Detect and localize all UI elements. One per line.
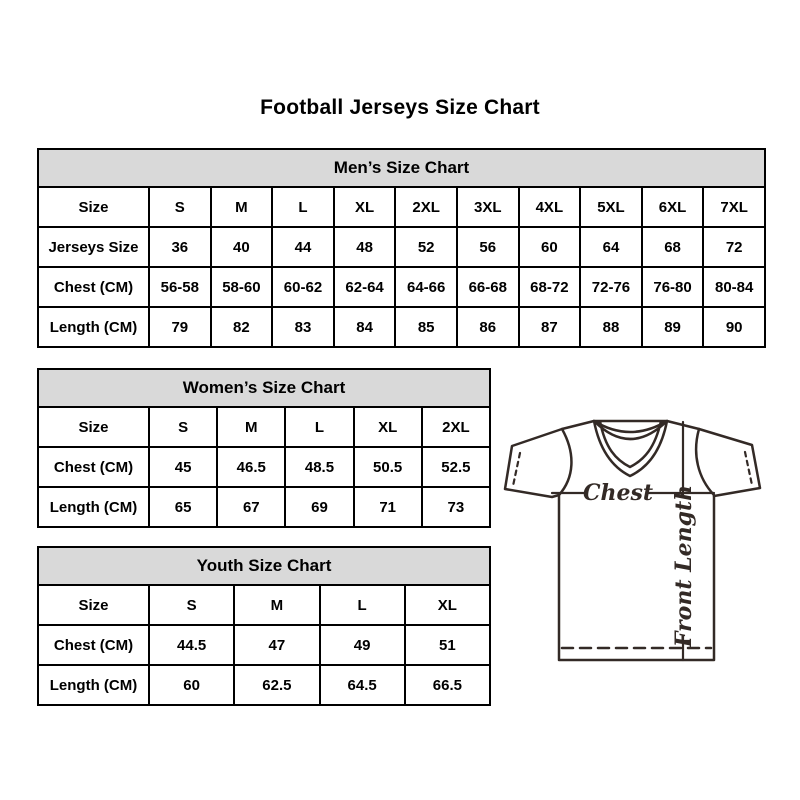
- row-label: Chest (CM): [38, 267, 149, 307]
- row-label: Jerseys Size: [38, 227, 149, 267]
- jersey-measurement-diagram-icon: [502, 396, 777, 681]
- size-value-cell: 73: [422, 487, 490, 527]
- youth-size-table: [37, 546, 491, 706]
- size-col-header: 3XL: [457, 187, 519, 227]
- size-col-header: S: [149, 187, 211, 227]
- size-col-header: 5XL: [580, 187, 642, 227]
- size-value-cell: 36: [149, 227, 211, 267]
- size-value-cell: 88: [580, 307, 642, 347]
- size-col-header: 6XL: [642, 187, 704, 227]
- size-value-cell: 49: [320, 625, 405, 665]
- chest-label: Chest: [582, 480, 654, 506]
- size-value-cell: 72-76: [580, 267, 642, 307]
- size-value-cell: 47: [234, 625, 319, 665]
- size-col-header: XL: [354, 407, 422, 447]
- size-col-header: M: [211, 187, 273, 227]
- size-value-cell: 60: [149, 665, 234, 705]
- size-value-cell: 71: [354, 487, 422, 527]
- row-label: Size: [38, 407, 149, 447]
- size-value-cell: 48.5: [285, 447, 353, 487]
- size-value-cell: 56: [457, 227, 519, 267]
- row-label: Length (CM): [38, 487, 149, 527]
- size-value-cell: 64.5: [320, 665, 405, 705]
- size-value-cell: 90: [703, 307, 765, 347]
- size-value-cell: 87: [519, 307, 581, 347]
- size-value-cell: 44: [272, 227, 334, 267]
- size-col-header: M: [217, 407, 285, 447]
- size-col-header: L: [285, 407, 353, 447]
- size-value-cell: 80-84: [703, 267, 765, 307]
- size-value-cell: 68-72: [519, 267, 581, 307]
- womens-size-table: [37, 368, 491, 528]
- size-value-cell: 48: [334, 227, 396, 267]
- size-value-cell: 44.5: [149, 625, 234, 665]
- row-label: Chest (CM): [38, 447, 149, 487]
- mens-size-table: [37, 148, 766, 348]
- size-value-cell: 40: [211, 227, 273, 267]
- size-col-header: XL: [334, 187, 396, 227]
- size-value-cell: 66-68: [457, 267, 519, 307]
- size-value-cell: 66.5: [405, 665, 490, 705]
- size-value-cell: 85: [395, 307, 457, 347]
- size-value-cell: 51: [405, 625, 490, 665]
- jersey-left-sleeve: [505, 429, 562, 497]
- section-title: Youth Size Chart: [38, 547, 490, 585]
- size-col-header: M: [234, 585, 319, 625]
- size-value-cell: 62.5: [234, 665, 319, 705]
- size-value-cell: 64: [580, 227, 642, 267]
- size-value-cell: 45: [149, 447, 217, 487]
- size-col-header: 7XL: [703, 187, 765, 227]
- front-length-label: Front Length: [671, 484, 697, 648]
- row-label: Length (CM): [38, 307, 149, 347]
- size-value-cell: 56-58: [149, 267, 211, 307]
- size-value-cell: 79: [149, 307, 211, 347]
- size-value-cell: 60: [519, 227, 581, 267]
- size-value-cell: 69: [285, 487, 353, 527]
- size-col-header: XL: [405, 585, 490, 625]
- size-value-cell: 86: [457, 307, 519, 347]
- size-value-cell: 68: [642, 227, 704, 267]
- row-label: Size: [38, 187, 149, 227]
- size-value-cell: 65: [149, 487, 217, 527]
- size-value-cell: 60-62: [272, 267, 334, 307]
- size-value-cell: 84: [334, 307, 396, 347]
- size-col-header: L: [272, 187, 334, 227]
- size-value-cell: 82: [211, 307, 273, 347]
- size-col-header: L: [320, 585, 405, 625]
- row-label: Chest (CM): [38, 625, 149, 665]
- page-title: Football Jerseys Size Chart: [260, 96, 540, 119]
- size-col-header: 4XL: [519, 187, 581, 227]
- row-label: Size: [38, 585, 149, 625]
- size-value-cell: 58-60: [211, 267, 273, 307]
- size-value-cell: 46.5: [217, 447, 285, 487]
- size-col-header: S: [149, 585, 234, 625]
- size-col-header: S: [149, 407, 217, 447]
- size-value-cell: 64-66: [395, 267, 457, 307]
- row-label: Length (CM): [38, 665, 149, 705]
- size-col-header: 2XL: [395, 187, 457, 227]
- size-value-cell: 50.5: [354, 447, 422, 487]
- jersey-collar: [594, 421, 667, 476]
- size-value-cell: 76-80: [642, 267, 704, 307]
- size-value-cell: 83: [272, 307, 334, 347]
- size-value-cell: 52.5: [422, 447, 490, 487]
- size-value-cell: 89: [642, 307, 704, 347]
- size-value-cell: 67: [217, 487, 285, 527]
- section-title: Men’s Size Chart: [38, 149, 765, 187]
- size-value-cell: 62-64: [334, 267, 396, 307]
- size-col-header: 2XL: [422, 407, 490, 447]
- size-value-cell: 52: [395, 227, 457, 267]
- section-title: Women’s Size Chart: [38, 369, 490, 407]
- size-value-cell: 72: [703, 227, 765, 267]
